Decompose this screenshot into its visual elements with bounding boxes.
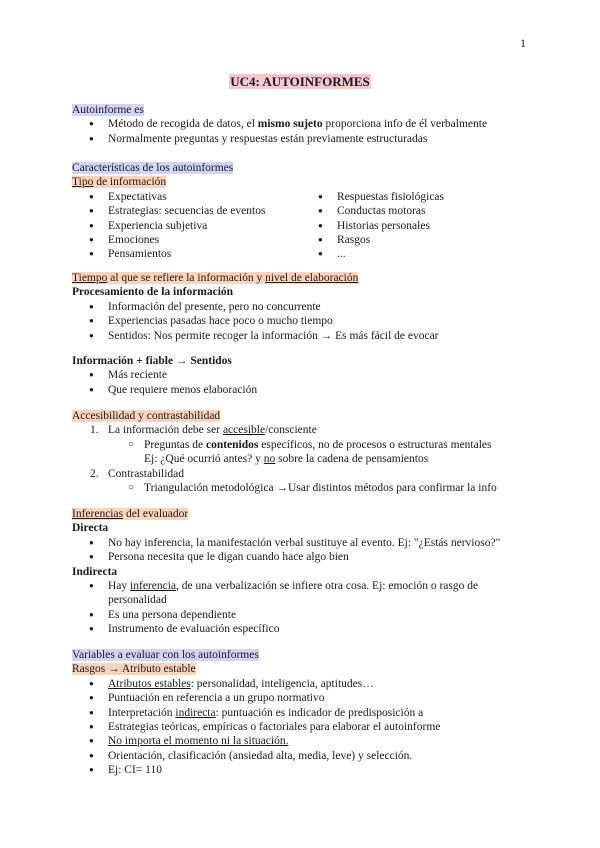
list-item: ● Estrategias teóricas, empíricas o factoriales para elaborar el autoinforme bbox=[72, 720, 530, 734]
info-type-right bbox=[301, 190, 530, 262]
heading-autoinforme-es: Autoinforme es bbox=[72, 104, 144, 116]
subheading-procesamiento: Procesamiento de la información bbox=[72, 286, 234, 299]
list-item: ● Sentidos: Nos permite recoger la información → Es más fácil de evocar bbox=[72, 329, 530, 343]
list-item: ● ... bbox=[301, 247, 530, 261]
list-item: ● Información del presente, pero no concurrente bbox=[72, 300, 530, 314]
heading-variables: Variables a evaluar con los autoinformes bbox=[72, 649, 259, 661]
list-item: ● Pensamientos bbox=[72, 247, 301, 261]
subheading-directa: Directa bbox=[72, 522, 109, 535]
list-item: ● Historias personales bbox=[301, 219, 530, 233]
document-title bbox=[0, 75, 600, 89]
section-autoinforme-es bbox=[72, 103, 530, 146]
section-caracteristicas bbox=[72, 161, 530, 262]
list-item: ● Interpretación indirecta: puntuación es indicador de predisposición a bbox=[72, 706, 530, 720]
section-variables bbox=[72, 648, 530, 778]
list-item: ● Hay inferencia, de una verbalización se infiere otra cosa. Ej: emoción o rasgo de bbox=[72, 579, 530, 593]
section-tiempo bbox=[72, 271, 530, 397]
subheading-tipo: Tipo de información bbox=[72, 176, 167, 189]
list-item: ● Método de recogida de datos, el mismo sujeto proporciona info de él verbalmente bbox=[72, 117, 530, 131]
list-item: ● Ej: CI= 110 bbox=[72, 763, 530, 777]
heading-tiempo: Tiempo al que se refiere la información y nivel de elaboración bbox=[72, 272, 359, 284]
list-item: ● Puntuación en referencia a un grupo normativo bbox=[72, 691, 530, 705]
list-item: ● Orientación, clasificación (ansiedad alta, media, leve) y selección. bbox=[72, 749, 530, 763]
list-item: ● Más reciente bbox=[72, 368, 530, 382]
section-inferencias bbox=[72, 507, 530, 637]
title-text: UC4: AUTOINFORMES bbox=[230, 74, 370, 89]
info-type-left bbox=[72, 190, 301, 262]
subheading-indirecta: Indirecta bbox=[72, 565, 118, 578]
heading-inferencias: Inferencias del evaluador bbox=[72, 508, 189, 520]
list-item: ● Rasgos bbox=[301, 233, 530, 247]
list-item: ● No hay inferencia, la manifestación verbal sustituye al evento. Ej: "¿Estás nervioso?" bbox=[72, 536, 530, 550]
numbered-item: 2. Contrastabilidad bbox=[90, 467, 185, 480]
subheading-rasgos: Rasgos → Atributo estable bbox=[72, 663, 196, 676]
heading-caracteristicas: Características de los autoinformes bbox=[72, 162, 234, 174]
list-item-continuation: personalidad bbox=[108, 594, 167, 607]
list-item: ● Experiencia subjetiva bbox=[72, 219, 301, 233]
list-item: ● Persona necesita que le digan cuando hace algo bien bbox=[72, 550, 530, 564]
list-item: ● Normalmente preguntas y respuestas están previamente estructuradas bbox=[72, 132, 530, 146]
section-accesibilidad bbox=[72, 409, 530, 495]
sub-list-item: ○ Triangulación metodológica →Usar distintos métodos para confirmar la info bbox=[72, 481, 530, 495]
list-item: ● Experiencias pasadas hace poco o mucho tiempo bbox=[72, 314, 530, 328]
list-item: ● No importa el momento ni la situación. bbox=[72, 734, 530, 748]
list-item: ● Emociones bbox=[72, 233, 301, 247]
list-item: ● Es una persona dependiente bbox=[72, 608, 530, 622]
sub-list-item: ○ Preguntas de contenidos específicos, no de procesos o estructuras mentales bbox=[72, 438, 530, 452]
list-item: ● Respuestas fisiológicas bbox=[301, 190, 530, 204]
numbered-item: 1. La información debe ser accesible/consciente bbox=[90, 424, 317, 437]
list-item: ● Atributos estables: personalidad, inteligencia, aptitudes… bbox=[72, 677, 530, 691]
subheading-fiable: Información + fiable → Sentidos bbox=[72, 354, 232, 367]
page-number: 1 bbox=[520, 36, 526, 50]
sub-list-item-continuation: Ej: ¿Qué ocurrió antes? y no sobre la cadena de pensamientos bbox=[144, 453, 429, 466]
list-item: ● Estrategias: secuencias de eventos bbox=[72, 204, 301, 218]
heading-accesibilidad: Accesibilidad y contrastabilidad bbox=[72, 410, 221, 422]
list-item: ● Expectativas bbox=[72, 190, 301, 204]
list-item: ● Conductas motoras bbox=[301, 204, 530, 218]
info-type-columns bbox=[72, 190, 530, 262]
list-item: ● Que requiere menos elaboración bbox=[72, 383, 530, 397]
list-item: ● Instrumento de evaluación específico bbox=[72, 622, 530, 636]
